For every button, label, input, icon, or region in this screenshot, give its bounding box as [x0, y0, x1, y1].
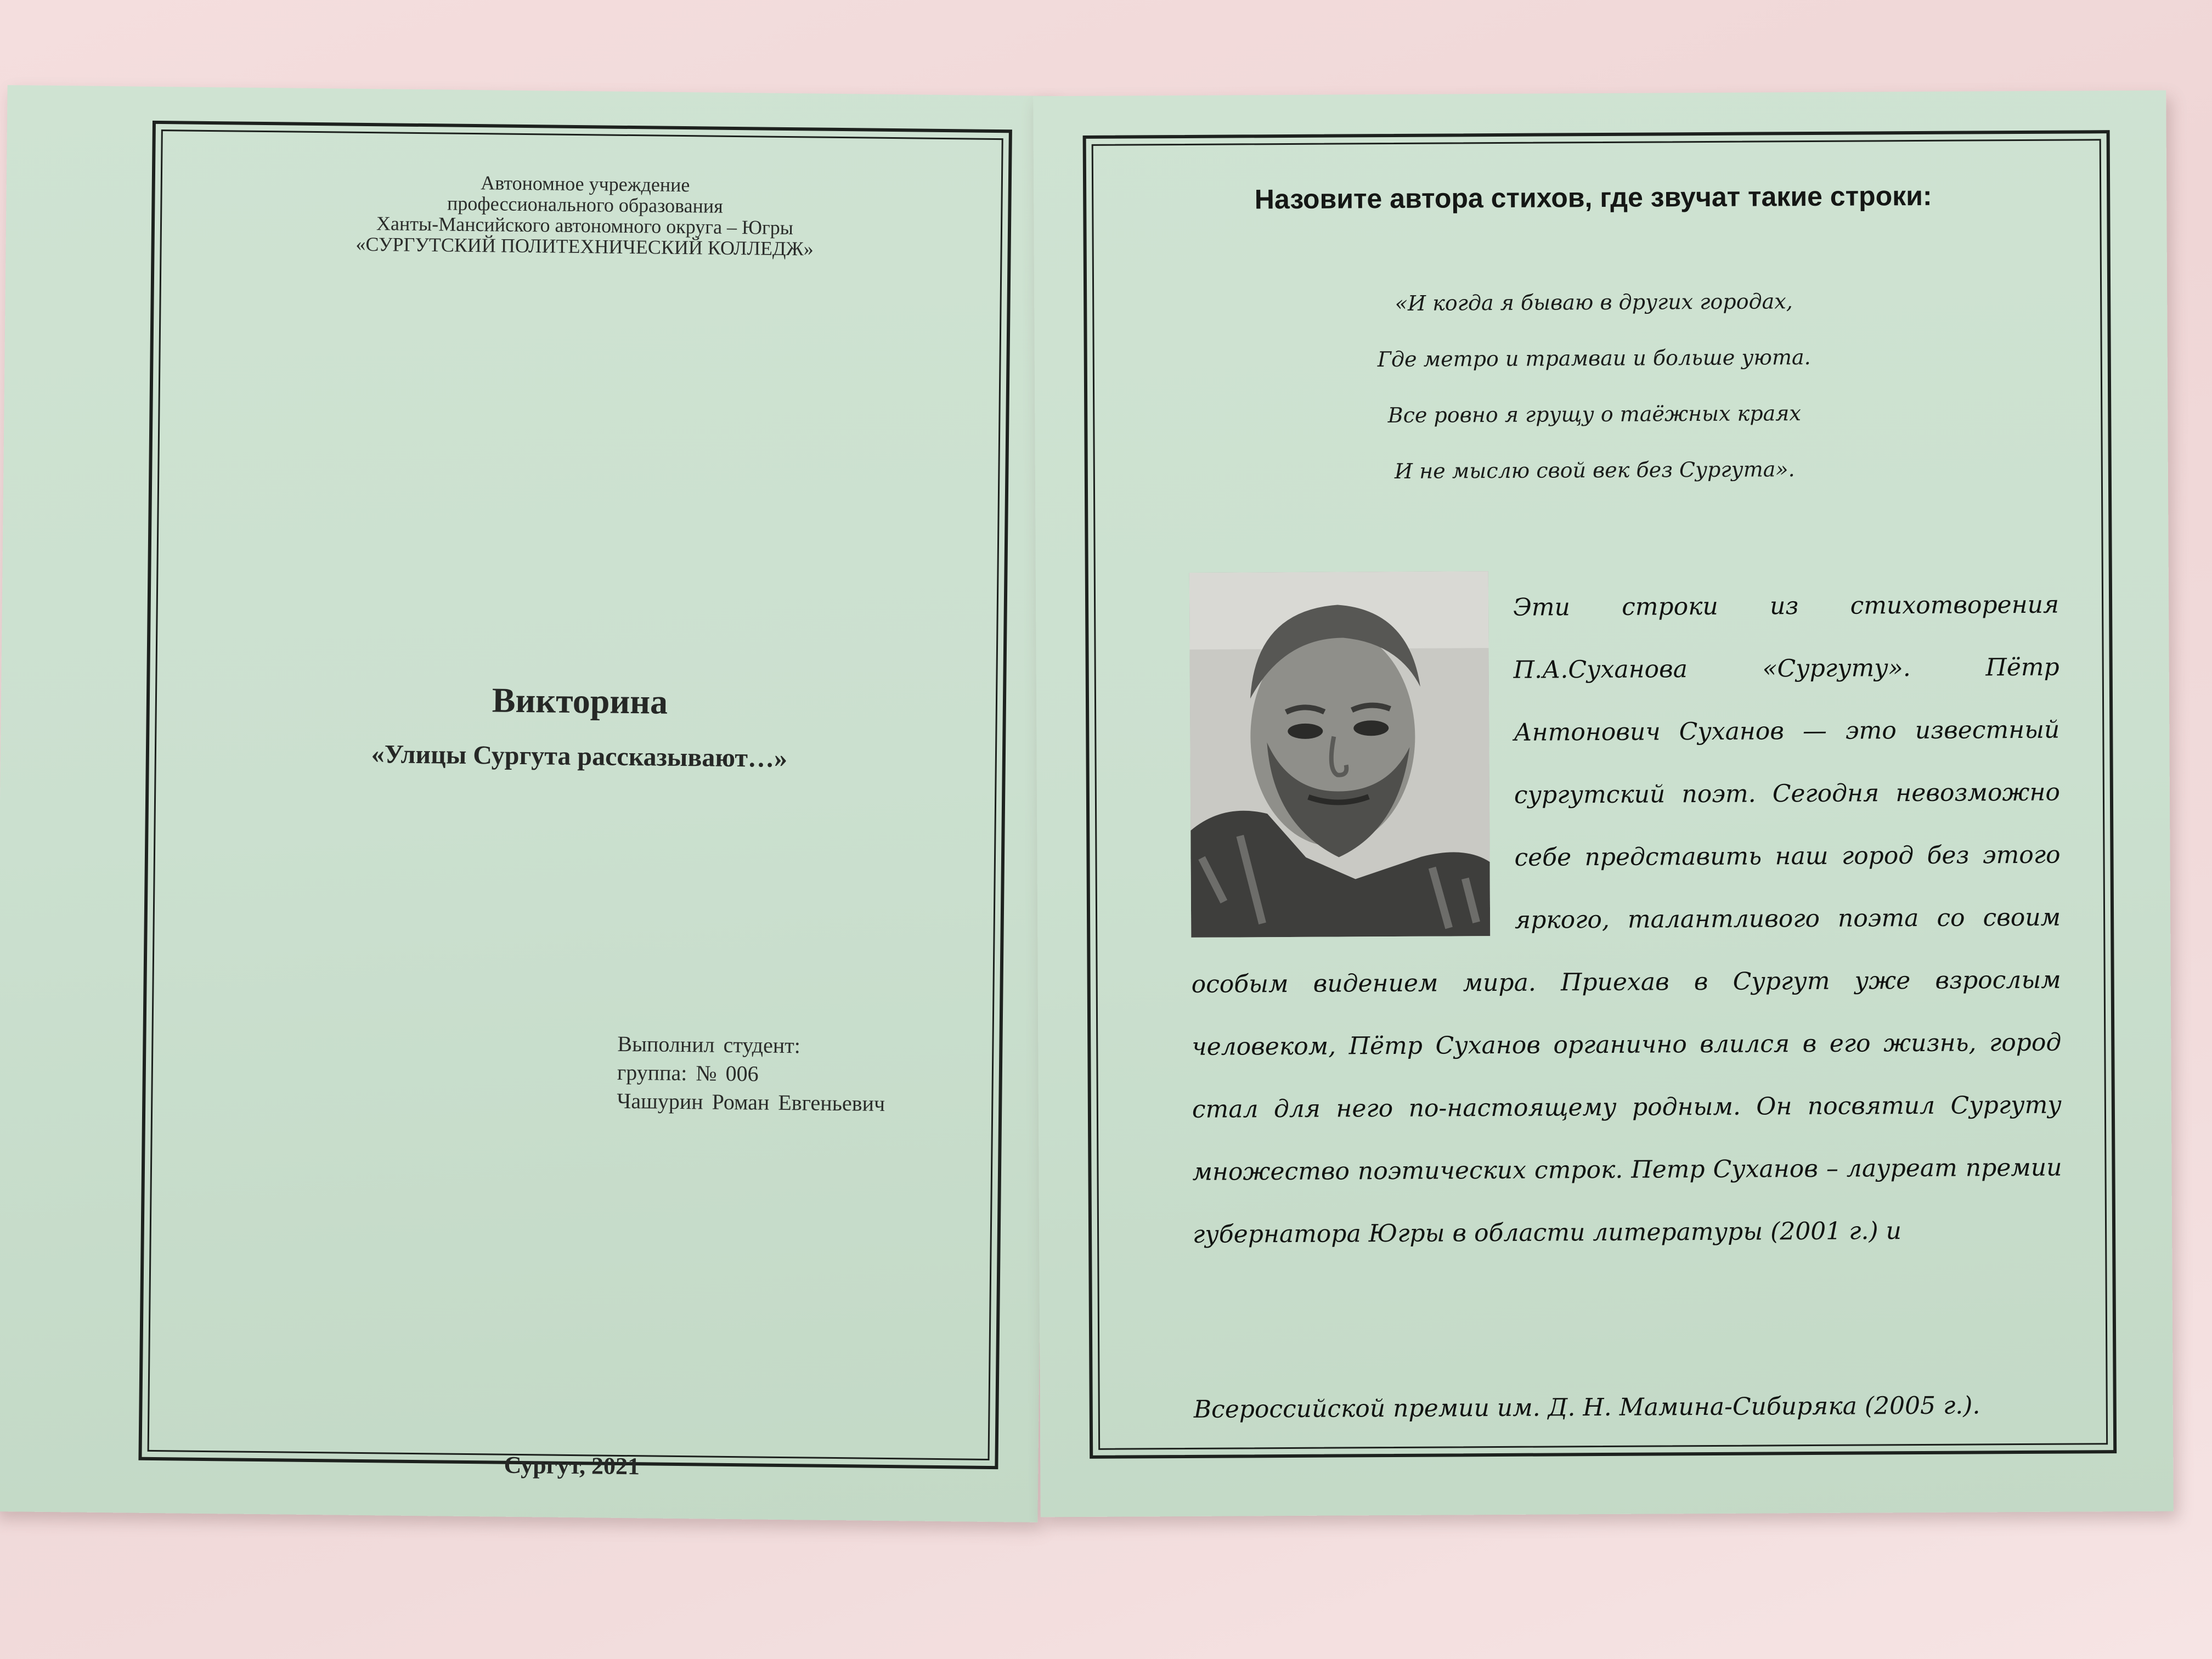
poem-line: Все ровно я грущу о таёжных краях [1387, 401, 1801, 428]
student-line: Выполнил студент: [617, 1031, 801, 1058]
question-heading: Назовите автора стихов, где звучат такие строки: [1254, 180, 1932, 215]
student-line: Чашурин Роман Евгеньевич [617, 1088, 885, 1116]
student-info [617, 1030, 885, 1118]
institution-line: Ханты-Мансийского автономного округа – Югры [376, 212, 794, 239]
left-sheet [0, 85, 1053, 1522]
poem-line: «И когда я бываю в других городах, [1395, 289, 1793, 315]
poem-line: И не мыслю свой век без Сургута». [1394, 457, 1795, 483]
institution-line: «СУРГУТСКИЙ ПОЛИТЕХНИЧЕСКИЙ КОЛЛЕДЖ» [356, 233, 814, 260]
left-page-border [138, 121, 1012, 1469]
poem-line: Где метро и трамваи и больше уюта. [1377, 345, 1811, 372]
city-year: Сургут, 2021 [504, 1451, 640, 1480]
poet-biography [1189, 574, 2063, 1266]
poem [1084, 272, 2105, 501]
institution-line: Автономное учреждение [481, 172, 690, 196]
institution-line: профессионального образования [447, 192, 723, 217]
quiz-title: Викторина [492, 680, 668, 721]
biography-last-line: Всероссийской премии им. Д. Н. Мамина-Сибиряка (2005 г.). [1193, 1391, 1980, 1424]
right-sheet [1033, 91, 2174, 1517]
student-line: группа: № 006 [617, 1059, 759, 1086]
quiz-subtitle: «Улицы Сургута рассказывают…» [371, 740, 788, 774]
biography-text: Эти строки из стихотворения П.А.Суханова «Сургуту». Пётр Антонович Суханов — это известный сургутский поэт. Сегодня невозможно себе представить наш город без этого яркого, талантливого поэта со своим особым видением мира. Приехав в Сургут уже взрослым человеком, Пётр Суханов органично влился в его жизнь, город стал для него по-настоящему родным. Он посвятил Сургуту множество поэтических строк. Петр Суханов – лауреат премии губернатора Югры в области литературы (2001 г.) и [1191, 590, 2062, 1249]
institution-header [151, 169, 1019, 262]
